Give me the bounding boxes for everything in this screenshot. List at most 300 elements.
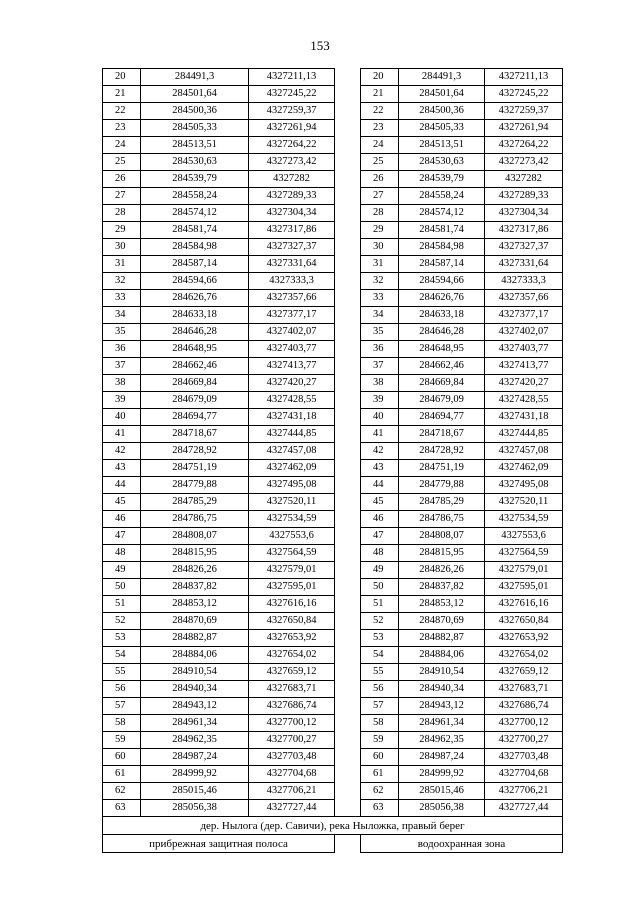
point-number-right: 58 xyxy=(361,715,399,732)
column-gap xyxy=(335,783,361,800)
x-coordinate-left: 284786,75 xyxy=(141,511,249,528)
point-number-left: 22 xyxy=(103,103,141,120)
y-coordinate-left: 4327727,44 xyxy=(249,800,335,817)
table-row xyxy=(103,494,563,511)
table-row xyxy=(103,154,563,171)
column-gap xyxy=(335,613,361,630)
point-number-right: 41 xyxy=(361,426,399,443)
table-row xyxy=(103,511,563,528)
y-coordinate-right: 4327686,74 xyxy=(485,698,563,715)
x-coordinate-left: 284646,28 xyxy=(141,324,249,341)
point-number-right: 46 xyxy=(361,511,399,528)
point-number-left: 27 xyxy=(103,188,141,205)
point-number-right: 29 xyxy=(361,222,399,239)
table-row xyxy=(103,613,563,630)
x-coordinate-left: 284626,76 xyxy=(141,290,249,307)
point-number-right: 53 xyxy=(361,630,399,647)
point-number-left: 23 xyxy=(103,120,141,137)
y-coordinate-left: 4327420,27 xyxy=(249,375,335,392)
y-coordinate-left: 4327706,21 xyxy=(249,783,335,800)
table-row xyxy=(103,137,563,154)
point-number-right: 57 xyxy=(361,698,399,715)
point-number-left: 20 xyxy=(103,69,141,86)
column-gap xyxy=(335,426,361,443)
table-row xyxy=(103,528,563,545)
x-coordinate-left: 284491,3 xyxy=(141,69,249,86)
point-number-left: 51 xyxy=(103,596,141,613)
point-number-left: 43 xyxy=(103,460,141,477)
table-row xyxy=(103,171,563,188)
point-number-right: 36 xyxy=(361,341,399,358)
x-coordinate-right: 284853,12 xyxy=(399,596,485,613)
column-gap xyxy=(335,647,361,664)
column-gap xyxy=(335,256,361,273)
point-number-right: 55 xyxy=(361,664,399,681)
x-coordinate-right: 284999,92 xyxy=(399,766,485,783)
x-coordinate-right: 284785,29 xyxy=(399,494,485,511)
table-row xyxy=(103,307,563,324)
x-coordinate-left: 284505,33 xyxy=(141,120,249,137)
x-coordinate-left: 284962,35 xyxy=(141,732,249,749)
x-coordinate-right: 284500,36 xyxy=(399,103,485,120)
point-number-right: 38 xyxy=(361,375,399,392)
x-coordinate-right: 284694,77 xyxy=(399,409,485,426)
x-coordinate-left: 284513,51 xyxy=(141,137,249,154)
column-gap xyxy=(335,137,361,154)
x-coordinate-left: 284679,09 xyxy=(141,392,249,409)
point-number-left: 59 xyxy=(103,732,141,749)
x-coordinate-left: 284594,66 xyxy=(141,273,249,290)
column-gap xyxy=(335,358,361,375)
point-number-right: 47 xyxy=(361,528,399,545)
right-zone-label: водоохранная зона xyxy=(361,835,563,853)
x-coordinate-left: 284633,18 xyxy=(141,307,249,324)
x-coordinate-right: 284491,3 xyxy=(399,69,485,86)
column-gap xyxy=(335,681,361,698)
table-row xyxy=(103,698,563,715)
x-coordinate-right: 284581,74 xyxy=(399,222,485,239)
y-coordinate-left: 4327333,3 xyxy=(249,273,335,290)
y-coordinate-left: 4327304,34 xyxy=(249,205,335,222)
x-coordinate-left: 284884,06 xyxy=(141,647,249,664)
y-coordinate-right: 4327431,18 xyxy=(485,409,563,426)
column-gap xyxy=(335,375,361,392)
x-coordinate-right: 285056,38 xyxy=(399,800,485,817)
point-number-left: 38 xyxy=(103,375,141,392)
point-number-right: 27 xyxy=(361,188,399,205)
y-coordinate-left: 4327653,92 xyxy=(249,630,335,647)
y-coordinate-right: 4327727,44 xyxy=(485,800,563,817)
point-number-right: 56 xyxy=(361,681,399,698)
point-number-right: 33 xyxy=(361,290,399,307)
point-number-right: 62 xyxy=(361,783,399,800)
y-coordinate-right: 4327273,42 xyxy=(485,154,563,171)
x-coordinate-left: 284961,34 xyxy=(141,715,249,732)
table-row xyxy=(103,188,563,205)
table-row xyxy=(103,69,563,86)
x-coordinate-right: 284584,98 xyxy=(399,239,485,256)
x-coordinate-left: 284662,46 xyxy=(141,358,249,375)
x-coordinate-left: 285015,46 xyxy=(141,783,249,800)
y-coordinate-right: 4327403,77 xyxy=(485,341,563,358)
table-row xyxy=(103,596,563,613)
x-coordinate-left: 284815,95 xyxy=(141,545,249,562)
point-number-left: 26 xyxy=(103,171,141,188)
point-number-right: 43 xyxy=(361,460,399,477)
y-coordinate-right: 4327595,01 xyxy=(485,579,563,596)
y-coordinate-right: 4327211,13 xyxy=(485,69,563,86)
x-coordinate-left: 284999,92 xyxy=(141,766,249,783)
x-coordinate-right: 284882,87 xyxy=(399,630,485,647)
y-coordinate-left: 4327428,55 xyxy=(249,392,335,409)
table-row xyxy=(103,205,563,222)
point-number-right: 54 xyxy=(361,647,399,664)
x-coordinate-left: 284779,88 xyxy=(141,477,249,494)
y-coordinate-left: 4327495,08 xyxy=(249,477,335,494)
x-coordinate-left: 284669,84 xyxy=(141,375,249,392)
column-gap xyxy=(335,290,361,307)
table-row xyxy=(103,460,563,477)
y-coordinate-left: 4327403,77 xyxy=(249,341,335,358)
column-gap xyxy=(335,324,361,341)
y-coordinate-left: 4327616,16 xyxy=(249,596,335,613)
x-coordinate-right: 284884,06 xyxy=(399,647,485,664)
y-coordinate-right: 4327650,84 xyxy=(485,613,563,630)
x-coordinate-right: 284961,34 xyxy=(399,715,485,732)
y-coordinate-left: 4327462,09 xyxy=(249,460,335,477)
column-gap xyxy=(335,579,361,596)
y-coordinate-left: 4327377,17 xyxy=(249,307,335,324)
column-gap xyxy=(335,154,361,171)
y-coordinate-right: 4327706,21 xyxy=(485,783,563,800)
y-coordinate-right: 4327616,16 xyxy=(485,596,563,613)
point-number-right: 25 xyxy=(361,154,399,171)
table-row xyxy=(103,477,563,494)
point-number-left: 40 xyxy=(103,409,141,426)
table-row xyxy=(103,647,563,664)
x-coordinate-left: 284718,67 xyxy=(141,426,249,443)
x-coordinate-left: 284837,82 xyxy=(141,579,249,596)
point-number-left: 62 xyxy=(103,783,141,800)
x-coordinate-right: 284633,18 xyxy=(399,307,485,324)
y-coordinate-left: 4327261,94 xyxy=(249,120,335,137)
table-row xyxy=(103,290,563,307)
x-coordinate-right: 284815,95 xyxy=(399,545,485,562)
x-coordinate-right: 284626,76 xyxy=(399,290,485,307)
column-gap xyxy=(335,835,361,853)
point-number-left: 35 xyxy=(103,324,141,341)
column-gap xyxy=(335,494,361,511)
x-coordinate-left: 284808,07 xyxy=(141,528,249,545)
y-coordinate-right: 4327654,02 xyxy=(485,647,563,664)
y-coordinate-left: 4327289,33 xyxy=(249,188,335,205)
left-zone-label: прибрежная защитная полоса xyxy=(103,835,335,853)
table-row xyxy=(103,681,563,698)
table-row xyxy=(103,443,563,460)
point-number-left: 33 xyxy=(103,290,141,307)
x-coordinate-left: 284648,95 xyxy=(141,341,249,358)
x-coordinate-right: 284962,35 xyxy=(399,732,485,749)
column-gap xyxy=(335,596,361,613)
point-number-right: 32 xyxy=(361,273,399,290)
y-coordinate-left: 4327650,84 xyxy=(249,613,335,630)
point-number-left: 42 xyxy=(103,443,141,460)
x-coordinate-left: 284910,54 xyxy=(141,664,249,681)
column-gap xyxy=(335,477,361,494)
x-coordinate-right: 284751,19 xyxy=(399,460,485,477)
table-row xyxy=(103,800,563,817)
column-gap xyxy=(335,222,361,239)
y-coordinate-left: 4327520,11 xyxy=(249,494,335,511)
point-number-left: 48 xyxy=(103,545,141,562)
x-coordinate-left: 284826,26 xyxy=(141,562,249,579)
x-coordinate-right: 284808,07 xyxy=(399,528,485,545)
point-number-left: 61 xyxy=(103,766,141,783)
x-coordinate-right: 284648,95 xyxy=(399,341,485,358)
point-number-left: 54 xyxy=(103,647,141,664)
point-number-left: 41 xyxy=(103,426,141,443)
y-coordinate-left: 4327264,22 xyxy=(249,137,335,154)
point-number-left: 30 xyxy=(103,239,141,256)
y-coordinate-right: 4327264,22 xyxy=(485,137,563,154)
point-number-right: 34 xyxy=(361,307,399,324)
point-number-left: 29 xyxy=(103,222,141,239)
point-number-left: 52 xyxy=(103,613,141,630)
point-number-left: 37 xyxy=(103,358,141,375)
x-coordinate-left: 284882,87 xyxy=(141,630,249,647)
x-coordinate-right: 284539,79 xyxy=(399,171,485,188)
point-number-left: 24 xyxy=(103,137,141,154)
x-coordinate-left: 284943,12 xyxy=(141,698,249,715)
x-coordinate-right: 284587,14 xyxy=(399,256,485,273)
point-number-right: 35 xyxy=(361,324,399,341)
point-number-left: 56 xyxy=(103,681,141,698)
column-gap xyxy=(335,698,361,715)
column-gap xyxy=(335,239,361,256)
point-number-left: 50 xyxy=(103,579,141,596)
y-coordinate-right: 4327413,77 xyxy=(485,358,563,375)
x-coordinate-left: 284574,12 xyxy=(141,205,249,222)
point-number-left: 25 xyxy=(103,154,141,171)
y-coordinate-left: 4327211,13 xyxy=(249,69,335,86)
y-coordinate-left: 4327654,02 xyxy=(249,647,335,664)
point-number-right: 52 xyxy=(361,613,399,630)
point-number-left: 39 xyxy=(103,392,141,409)
x-coordinate-right: 284505,33 xyxy=(399,120,485,137)
x-coordinate-right: 284662,46 xyxy=(399,358,485,375)
y-coordinate-right: 4327704,68 xyxy=(485,766,563,783)
y-coordinate-right: 4327282 xyxy=(485,171,563,188)
point-number-right: 20 xyxy=(361,69,399,86)
point-number-left: 21 xyxy=(103,86,141,103)
column-gap xyxy=(335,341,361,358)
table-row xyxy=(103,392,563,409)
x-coordinate-left: 284539,79 xyxy=(141,171,249,188)
column-gap xyxy=(335,120,361,137)
point-number-right: 40 xyxy=(361,409,399,426)
x-coordinate-right: 284728,92 xyxy=(399,443,485,460)
table-row xyxy=(103,630,563,647)
table-row xyxy=(103,664,563,681)
point-number-right: 30 xyxy=(361,239,399,256)
y-coordinate-left: 4327282 xyxy=(249,171,335,188)
y-coordinate-left: 4327703,48 xyxy=(249,749,335,766)
point-number-left: 49 xyxy=(103,562,141,579)
x-coordinate-left: 284587,14 xyxy=(141,256,249,273)
point-number-left: 46 xyxy=(103,511,141,528)
point-number-right: 39 xyxy=(361,392,399,409)
column-gap xyxy=(335,800,361,817)
x-coordinate-right: 284530,63 xyxy=(399,154,485,171)
table-row xyxy=(103,715,563,732)
point-number-left: 34 xyxy=(103,307,141,324)
point-number-right: 59 xyxy=(361,732,399,749)
point-number-right: 37 xyxy=(361,358,399,375)
y-coordinate-right: 4327327,37 xyxy=(485,239,563,256)
y-coordinate-left: 4327327,37 xyxy=(249,239,335,256)
x-coordinate-right: 284940,34 xyxy=(399,681,485,698)
point-number-right: 45 xyxy=(361,494,399,511)
x-coordinate-right: 284501,64 xyxy=(399,86,485,103)
point-number-left: 53 xyxy=(103,630,141,647)
y-coordinate-left: 4327659,12 xyxy=(249,664,335,681)
point-number-left: 47 xyxy=(103,528,141,545)
y-coordinate-right: 4327289,33 xyxy=(485,188,563,205)
y-coordinate-left: 4327245,22 xyxy=(249,86,335,103)
x-coordinate-right: 284870,69 xyxy=(399,613,485,630)
coordinates-table xyxy=(102,68,563,853)
x-coordinate-left: 284694,77 xyxy=(141,409,249,426)
y-coordinate-left: 4327686,74 xyxy=(249,698,335,715)
y-coordinate-right: 4327420,27 xyxy=(485,375,563,392)
table-row xyxy=(103,273,563,290)
section-title-row xyxy=(103,817,563,835)
x-coordinate-right: 285015,46 xyxy=(399,783,485,800)
y-coordinate-right: 4327659,12 xyxy=(485,664,563,681)
table-row xyxy=(103,341,563,358)
y-coordinate-right: 4327700,27 xyxy=(485,732,563,749)
y-coordinate-left: 4327413,77 xyxy=(249,358,335,375)
y-coordinate-left: 4327331,64 xyxy=(249,256,335,273)
column-gap xyxy=(335,273,361,290)
y-coordinate-right: 4327495,08 xyxy=(485,477,563,494)
column-gap xyxy=(335,664,361,681)
point-number-left: 57 xyxy=(103,698,141,715)
x-coordinate-left: 284728,92 xyxy=(141,443,249,460)
point-number-left: 36 xyxy=(103,341,141,358)
x-coordinate-right: 284558,24 xyxy=(399,188,485,205)
table-row xyxy=(103,358,563,375)
y-coordinate-left: 4327534,59 xyxy=(249,511,335,528)
column-gap xyxy=(335,69,361,86)
table-row xyxy=(103,375,563,392)
table-row xyxy=(103,783,563,800)
point-number-left: 60 xyxy=(103,749,141,766)
x-coordinate-right: 284910,54 xyxy=(399,664,485,681)
x-coordinate-left: 284530,63 xyxy=(141,154,249,171)
y-coordinate-left: 4327444,85 xyxy=(249,426,335,443)
x-coordinate-right: 284987,24 xyxy=(399,749,485,766)
y-coordinate-right: 4327259,37 xyxy=(485,103,563,120)
y-coordinate-left: 4327273,42 xyxy=(249,154,335,171)
point-number-right: 22 xyxy=(361,103,399,120)
point-number-right: 23 xyxy=(361,120,399,137)
table-row xyxy=(103,732,563,749)
column-gap xyxy=(335,511,361,528)
y-coordinate-left: 4327259,37 xyxy=(249,103,335,120)
point-number-right: 28 xyxy=(361,205,399,222)
point-number-right: 24 xyxy=(361,137,399,154)
x-coordinate-left: 284558,24 xyxy=(141,188,249,205)
y-coordinate-right: 4327261,94 xyxy=(485,120,563,137)
column-gap xyxy=(335,307,361,324)
y-coordinate-right: 4327333,3 xyxy=(485,273,563,290)
column-gap xyxy=(335,528,361,545)
x-coordinate-right: 284669,84 xyxy=(399,375,485,392)
point-number-right: 26 xyxy=(361,171,399,188)
point-number-right: 48 xyxy=(361,545,399,562)
x-coordinate-right: 284594,66 xyxy=(399,273,485,290)
point-number-right: 42 xyxy=(361,443,399,460)
x-coordinate-right: 284943,12 xyxy=(399,698,485,715)
table-row xyxy=(103,545,563,562)
y-coordinate-right: 4327683,71 xyxy=(485,681,563,698)
table-row xyxy=(103,103,563,120)
x-coordinate-right: 284786,75 xyxy=(399,511,485,528)
x-coordinate-left: 284870,69 xyxy=(141,613,249,630)
table-row xyxy=(103,86,563,103)
y-coordinate-right: 4327428,55 xyxy=(485,392,563,409)
x-coordinate-right: 284718,67 xyxy=(399,426,485,443)
table-row xyxy=(103,426,563,443)
x-coordinate-left: 284751,19 xyxy=(141,460,249,477)
x-coordinate-left: 284581,74 xyxy=(141,222,249,239)
column-gap xyxy=(335,205,361,222)
x-coordinate-left: 284940,34 xyxy=(141,681,249,698)
y-coordinate-right: 4327700,12 xyxy=(485,715,563,732)
y-coordinate-left: 4327357,66 xyxy=(249,290,335,307)
x-coordinate-right: 284574,12 xyxy=(399,205,485,222)
y-coordinate-left: 4327704,68 xyxy=(249,766,335,783)
column-gap xyxy=(335,460,361,477)
y-coordinate-left: 4327317,86 xyxy=(249,222,335,239)
point-number-left: 44 xyxy=(103,477,141,494)
y-coordinate-right: 4327564,59 xyxy=(485,545,563,562)
y-coordinate-right: 4327534,59 xyxy=(485,511,563,528)
x-coordinate-right: 284837,82 xyxy=(399,579,485,596)
y-coordinate-left: 4327700,27 xyxy=(249,732,335,749)
y-coordinate-right: 4327331,64 xyxy=(485,256,563,273)
y-coordinate-right: 4327579,01 xyxy=(485,562,563,579)
point-number-right: 51 xyxy=(361,596,399,613)
column-gap xyxy=(335,409,361,426)
point-number-right: 44 xyxy=(361,477,399,494)
x-coordinate-left: 285056,38 xyxy=(141,800,249,817)
column-gap xyxy=(335,562,361,579)
point-number-right: 61 xyxy=(361,766,399,783)
point-number-right: 21 xyxy=(361,86,399,103)
y-coordinate-right: 4327304,34 xyxy=(485,205,563,222)
y-coordinate-left: 4327457,08 xyxy=(249,443,335,460)
column-gap xyxy=(335,715,361,732)
x-coordinate-left: 284584,98 xyxy=(141,239,249,256)
table-row xyxy=(103,239,563,256)
column-gap xyxy=(335,443,361,460)
y-coordinate-right: 4327402,07 xyxy=(485,324,563,341)
zone-labels-row xyxy=(103,835,563,853)
column-gap xyxy=(335,630,361,647)
point-number-left: 55 xyxy=(103,664,141,681)
